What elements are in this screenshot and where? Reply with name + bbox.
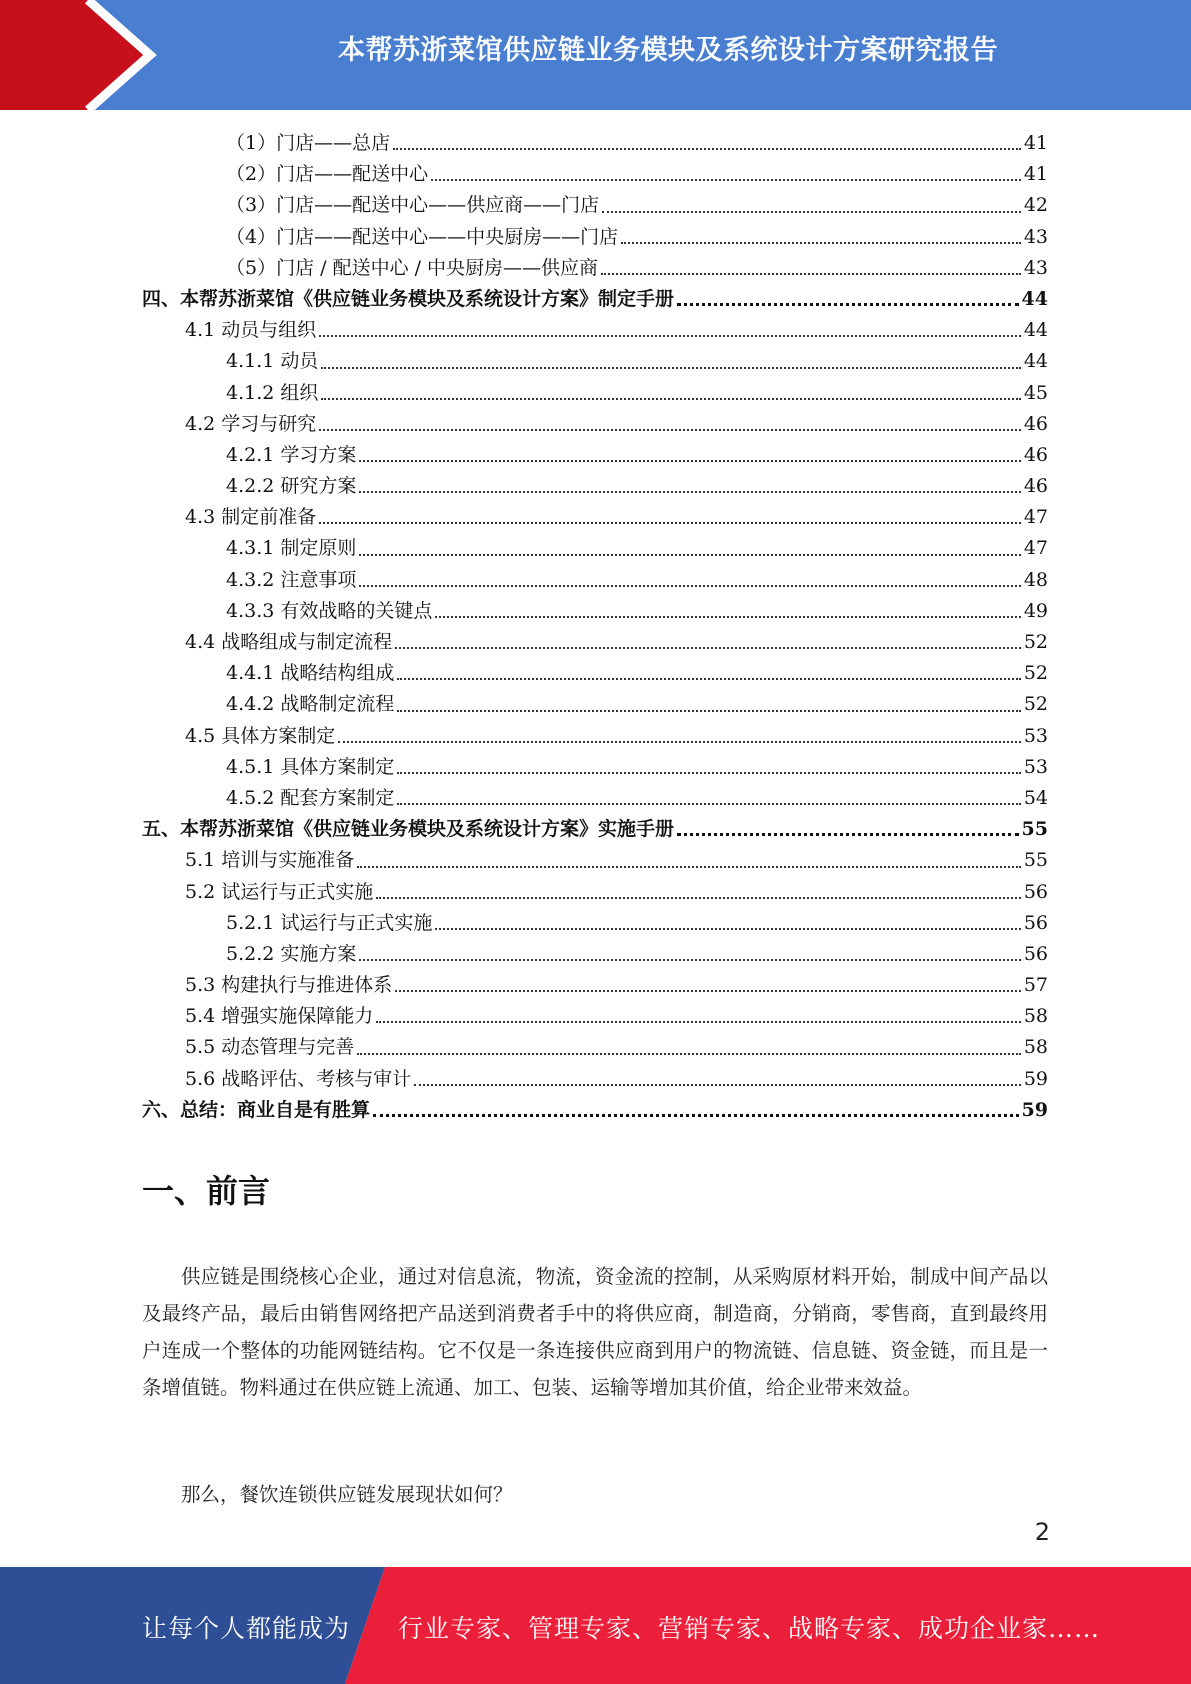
toc-leader-dots xyxy=(359,553,1020,556)
toc-leader-dots xyxy=(397,771,1020,774)
toc-entry-title: 5.1 培训与实施准备 xyxy=(185,849,355,872)
toc-entry-page: 52 xyxy=(1023,662,1048,685)
toc-entry[interactable] xyxy=(142,315,1048,346)
toc-entry-page: 55 xyxy=(1023,849,1048,872)
table-of-contents xyxy=(142,128,1048,1126)
toc-entry-page: 56 xyxy=(1023,942,1048,965)
toc-leader-dots xyxy=(621,241,1021,244)
toc-entry-page: 41 xyxy=(1023,163,1048,186)
toc-entry-page: 58 xyxy=(1023,1036,1048,1059)
toc-entry[interactable] xyxy=(142,1001,1048,1032)
toc-entry-page: 59 xyxy=(1021,1098,1048,1121)
toc-leader-dots xyxy=(397,802,1020,805)
toc-entry-page: 44 xyxy=(1023,350,1048,373)
toc-leader-dots xyxy=(397,677,1020,680)
toc-entry-page: 41 xyxy=(1023,132,1048,154)
toc-leader-dots xyxy=(435,615,1020,618)
toc-entry-page: 49 xyxy=(1023,599,1048,622)
toc-leader-dots xyxy=(677,302,1019,306)
toc-entry-title: 4.2.2 研究方案 xyxy=(226,475,357,498)
toc-leader-dots xyxy=(319,428,1021,431)
toc-leader-dots xyxy=(435,927,1020,930)
toc-entry-page: 46 xyxy=(1023,475,1048,498)
toc-entry[interactable] xyxy=(142,1032,1048,1063)
toc-entry-page: 47 xyxy=(1023,537,1048,560)
toc-leader-dots xyxy=(359,490,1020,493)
toc-entry-page: 59 xyxy=(1023,1067,1048,1090)
toc-entry-title: 4.4.1 战略结构组成 xyxy=(226,662,395,685)
toc-entry[interactable] xyxy=(142,752,1048,783)
toc-entry-title: 4.3.1 制定原则 xyxy=(226,537,357,560)
toc-entry-title: （2）门店——配送中心 xyxy=(226,163,429,186)
toc-entry-page: 56 xyxy=(1023,880,1048,903)
toc-entry[interactable] xyxy=(142,128,1048,159)
toc-entry-title: 4.5.2 配套方案制定 xyxy=(226,786,395,809)
toc-entry-title: 5.3 构建执行与推进体系 xyxy=(185,974,393,997)
toc-entry-page: 58 xyxy=(1023,1005,1048,1028)
toc-leader-dots xyxy=(319,334,1021,337)
toc-entry-title: 4.4.2 战略制定流程 xyxy=(226,693,395,716)
toc-entry[interactable] xyxy=(142,471,1048,502)
toc-entry[interactable] xyxy=(142,689,1048,720)
toc-entry-page: 44 xyxy=(1023,319,1048,342)
toc-entry[interactable] xyxy=(142,721,1048,752)
toc-entry[interactable] xyxy=(142,284,1048,315)
toc-leader-dots xyxy=(321,366,1020,369)
toc-entry-page: 46 xyxy=(1023,443,1048,466)
toc-entry-page: 43 xyxy=(1023,256,1048,279)
toc-leader-dots xyxy=(338,740,1021,743)
toc-entry-title: 4.1.1 动员 xyxy=(226,350,319,373)
toc-entry-page: 47 xyxy=(1023,506,1048,529)
toc-entry-title: 5.4 增强实施保障能力 xyxy=(185,1005,374,1028)
toc-leader-dots xyxy=(395,646,1021,649)
toc-entry-page: 53 xyxy=(1023,755,1048,778)
toc-leader-dots xyxy=(359,459,1020,462)
toc-entry-page: 43 xyxy=(1023,225,1048,248)
toc-leader-dots xyxy=(376,896,1021,899)
toc-entry-page: 44 xyxy=(1021,287,1048,310)
toc-leader-dots xyxy=(395,989,1021,992)
toc-entry-page: 45 xyxy=(1023,381,1048,404)
toc-entry-title: （5）门店 / 配送中心 / 中央厨房——供应商 xyxy=(226,256,599,279)
toc-entry-title: 五、本帮苏浙菜馆《供应链业务模块及系统设计方案》实施手册 xyxy=(142,818,675,841)
toc-leader-dots xyxy=(357,1052,1021,1055)
body-paragraph: 那么，餐饮连锁供应链发展现状如何？ xyxy=(181,1483,513,1506)
toc-entry[interactable] xyxy=(142,222,1048,253)
toc-entry-page: 52 xyxy=(1023,693,1048,716)
toc-entry-title: 六、总结：商业自是有胜算 xyxy=(142,1098,371,1121)
toc-entry[interactable] xyxy=(142,409,1048,440)
toc-entry-title: 4.5.1 具体方案制定 xyxy=(226,755,395,778)
toc-entry[interactable] xyxy=(142,1095,1048,1126)
toc-entry-title: （4）门店——配送中心——中央厨房——门店 xyxy=(226,225,619,248)
section-title: 一、前言 xyxy=(142,1172,271,1210)
toc-entry[interactable] xyxy=(142,533,1048,564)
body-paragraph: 供应链是围绕核心企业，通过对信息流，物流，资金流的控制，从采购原材料开始，制成中间产品以及最终产品，最后由销售网络把产品送到消费者手中的将供应商，制造商，分销商，零售商，直到最终用户连成一个整体的功能网链结构。它不仅是一条连接供应商到用户的物流链、信息链、资金链，而且是一条增值链。物料通过在供应链上流通、加工、包装、运输等增加其价值，给企业带来效益。 xyxy=(142,1265,1048,1399)
toc-leader-dots xyxy=(414,1083,1021,1086)
toc-leader-dots xyxy=(677,832,1019,836)
toc-leader-dots xyxy=(321,397,1020,400)
toc-entry[interactable] xyxy=(142,627,1048,658)
toc-entry[interactable] xyxy=(142,908,1048,939)
toc-entry-title: 5.5 动态管理与完善 xyxy=(185,1036,355,1059)
toc-entry[interactable] xyxy=(142,253,1048,284)
footer-slogan-right: 行业专家、管理专家、营销专家、战略专家、成功企业家…… xyxy=(398,1614,1101,1643)
toc-entry-title: 4.4 战略组成与制定流程 xyxy=(185,631,393,653)
toc-leader-dots xyxy=(319,521,1021,524)
toc-entry-title: 4.3 制定前准备 xyxy=(185,506,317,529)
toc-entry-title: 4.2.1 学习方案 xyxy=(226,443,357,466)
toc-entry-title: 5.2.2 实施方案 xyxy=(226,942,357,965)
toc-entry-title: 四、本帮苏浙菜馆《供应链业务模块及系统设计方案》制定手册 xyxy=(142,287,675,310)
toc-leader-dots xyxy=(397,709,1020,712)
toc-entry[interactable] xyxy=(142,939,1048,970)
toc-leader-dots xyxy=(359,584,1020,587)
toc-entry[interactable] xyxy=(142,346,1048,377)
toc-entry-title: 4.2 学习与研究 xyxy=(185,412,317,435)
toc-entry-page: 46 xyxy=(1023,412,1048,435)
toc-leader-dots xyxy=(393,147,1021,150)
header-title: 本帮苏浙菜馆供应链业务模块及系统设计方案研究报告 xyxy=(338,35,998,66)
toc-entry-page: 55 xyxy=(1021,818,1048,841)
toc-entry-title: （3）门店——配送中心——供应商——门店 xyxy=(226,194,600,217)
header-red-chevron xyxy=(0,0,150,110)
page-footer xyxy=(0,1567,1191,1684)
toc-entry[interactable] xyxy=(142,378,1048,409)
toc-entry-title: 4.3.2 注意事项 xyxy=(226,568,357,591)
toc-entry-page: 48 xyxy=(1023,568,1048,591)
toc-entry-page: 56 xyxy=(1023,911,1048,934)
toc-entry[interactable] xyxy=(142,845,1048,876)
toc-entry-page: 54 xyxy=(1023,786,1048,809)
toc-leader-dots xyxy=(601,272,1021,275)
toc-leader-dots xyxy=(602,210,1021,213)
page-header xyxy=(0,0,1191,110)
toc-entry-title: 5.6 战略评估、考核与审计 xyxy=(185,1067,412,1090)
toc-entry-title: 4.5 具体方案制定 xyxy=(185,724,336,747)
toc-entry-page: 52 xyxy=(1023,631,1048,653)
toc-entry-title: 5.2.1 试运行与正式实施 xyxy=(226,911,433,934)
toc-entry-title: 4.3.3 有效战略的关键点 xyxy=(226,599,433,622)
toc-leader-dots xyxy=(431,178,1021,181)
toc-entry-page: 53 xyxy=(1023,724,1048,747)
toc-leader-dots xyxy=(357,865,1021,868)
toc-entry[interactable] xyxy=(142,502,1048,533)
toc-entry[interactable] xyxy=(142,565,1048,596)
toc-leader-dots xyxy=(359,958,1020,961)
toc-entry[interactable] xyxy=(142,877,1048,908)
toc-entry[interactable] xyxy=(142,783,1048,814)
toc-entry[interactable] xyxy=(142,159,1048,190)
footer-slogan-left: 让每个人都能成为 xyxy=(142,1614,351,1643)
toc-entry[interactable] xyxy=(142,658,1048,689)
toc-entry-page: 42 xyxy=(1023,194,1048,217)
toc-entry[interactable] xyxy=(142,1064,1048,1095)
toc-entry-title: 4.1.2 组织 xyxy=(226,381,319,404)
toc-entry-title: （1）门店——总店 xyxy=(226,132,391,154)
toc-entry[interactable] xyxy=(142,440,1048,471)
toc-entry-title: 5.2 试运行与正式实施 xyxy=(185,880,374,903)
toc-entry[interactable] xyxy=(142,970,1048,1001)
toc-leader-dots xyxy=(373,1113,1019,1117)
page-number: 2 xyxy=(1034,1518,1050,1546)
toc-entry-title: 4.1 动员与组织 xyxy=(185,319,317,342)
toc-leader-dots xyxy=(376,1020,1021,1023)
toc-entry[interactable] xyxy=(142,814,1048,845)
toc-entry[interactable] xyxy=(142,596,1048,627)
toc-entry-page: 57 xyxy=(1023,974,1048,997)
toc-entry[interactable] xyxy=(142,190,1048,221)
